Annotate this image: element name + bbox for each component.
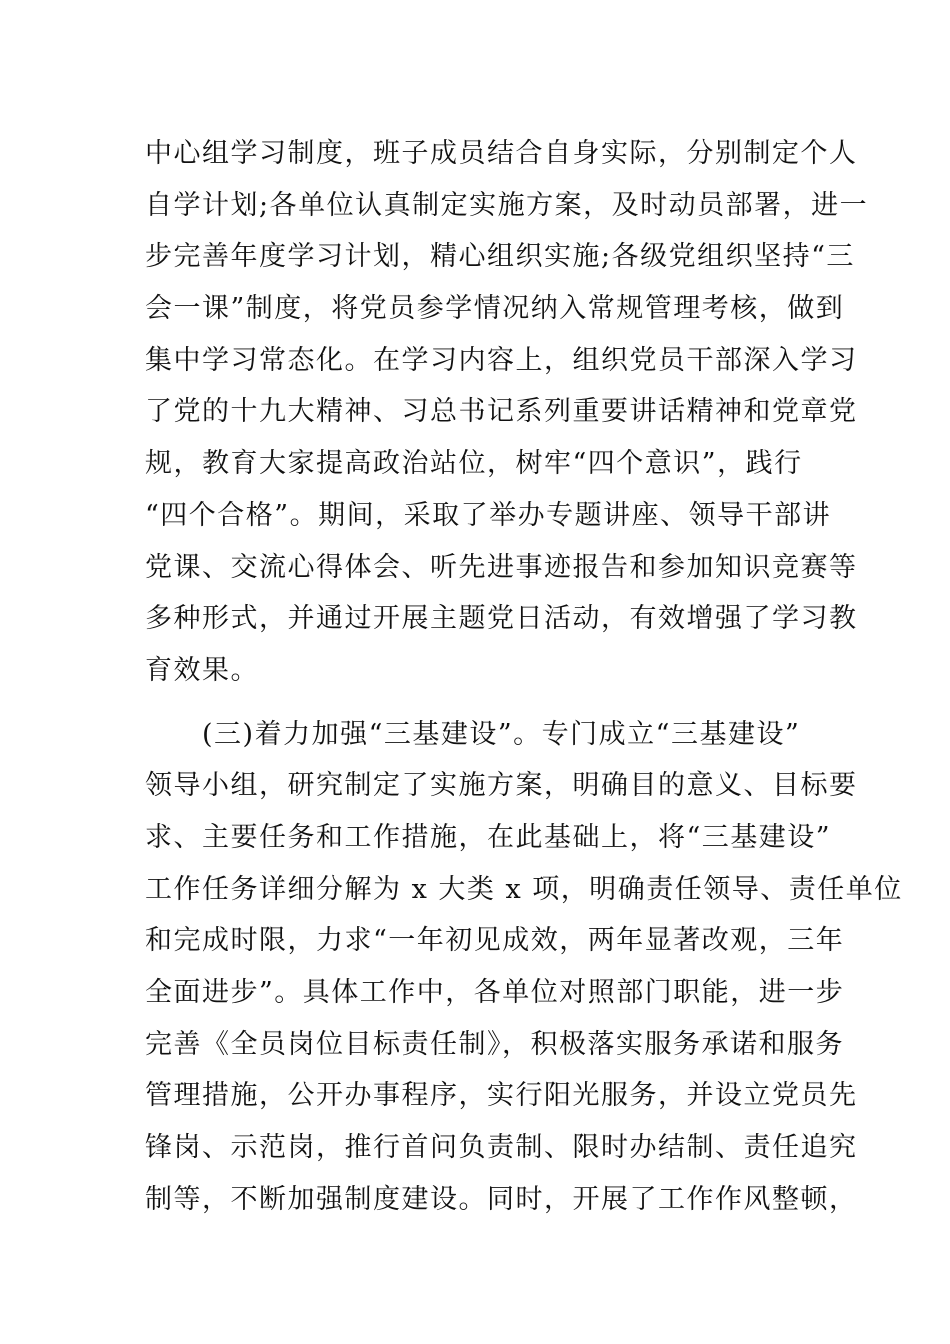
text-line: 制等，不断加强制度建设。同时，开展了工作作风整顿， — [145, 1183, 858, 1215]
paragraph-spacer — [145, 697, 805, 709]
text-line: 完善《全员岗位目标责任制》，积极落实服务承诺和服务 — [145, 1028, 844, 1060]
text-line: 了党的十九大精神、习总书记系列重要讲话精神和党章党 — [145, 396, 858, 428]
text-line: 全面进步”。具体工作中，各单位对照部门职能，进一步 — [145, 977, 845, 1008]
document-body — [145, 128, 903, 1225]
text-line: 锋岗、示范岗，推行首问负责制、限时办结制、责任追究 — [145, 1132, 858, 1164]
text-line: 育效果。 — [145, 654, 259, 686]
text-line: 领导小组，研究制定了实施方案，明确目的意义、目标要 — [145, 770, 858, 802]
paragraph-three-basics — [145, 709, 903, 1226]
text-line: 会一课”制度，将党员参学情况纳入常规管理考核，做到 — [145, 293, 845, 325]
text-line: 规，教育大家提高政治站位，树牢“四个意识”，践行 — [145, 448, 803, 480]
text-line: 求、主要任务和工作措施，在此基础上，将“三基建设” — [145, 821, 832, 853]
text-line: 党课、交流心得体会、听先进事迹报告和参加知识竞赛等 — [145, 551, 858, 583]
text-line: 中心组学习制度，班子成员结合自身实际，分别制定个人 — [145, 138, 858, 169]
text-line: “四个合格”。期间，采取了举办专题讲座、领导干部讲 — [145, 499, 832, 531]
text-line: (三)着力加强“三基建设”。专门成立“三基建设” — [145, 718, 801, 750]
text-line: 自学计划;各单位认真制定实施方案，及时动员部署，进一 — [145, 189, 869, 221]
text-line: 工作任务详细分解为 x 大类 x 项，明确责任领导、责任单位 — [145, 873, 903, 905]
text-line: 步完善年度学习计划，精心组织实施;各级党组织坚持“三 — [145, 241, 855, 273]
text-line: 和完成时限，力求“一年初见成效，两年显著改观，三年 — [145, 925, 845, 957]
text-line: 多种形式，并通过开展主题党日活动，有效增强了学习教 — [145, 603, 858, 635]
text-line: 管理措施，公开办事程序，实行阳光服务，并设立党员先 — [145, 1080, 858, 1112]
text-line: 集中学习常态化。在学习内容上，组织党员干部深入学习 — [145, 344, 858, 376]
paragraph-study-system — [145, 128, 869, 697]
